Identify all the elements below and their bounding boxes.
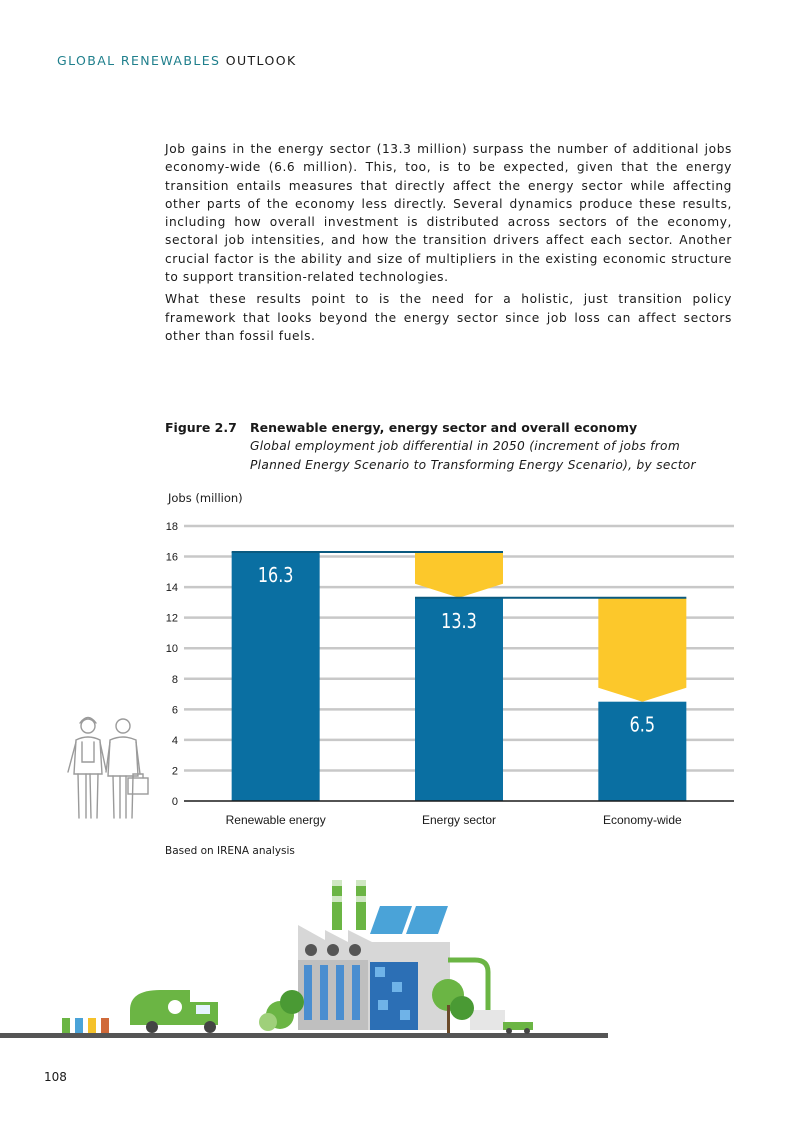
running-header: [57, 53, 297, 68]
bar-chart: [150, 510, 750, 840]
y-tick-label: 4: [171, 734, 178, 747]
x-category-label: Renewable energy: [225, 813, 326, 827]
body-text: [165, 140, 732, 349]
x-category-label: Energy sector: [421, 813, 497, 827]
y-tick-label: 10: [165, 643, 178, 656]
x-category-label: Economy-wide: [602, 813, 682, 827]
figure-subtitle: Global employment job differential in 2050 (increment of jobs from Planned Energy Scenario to Transforming Energy Scenario), by sector: [250, 439, 696, 472]
bar-renewable-energy: [232, 552, 320, 801]
y-tick-label: 14: [165, 582, 178, 595]
figure-label: Figure 2.7: [165, 420, 237, 435]
y-tick-label: 16: [165, 551, 178, 564]
y-tick-label: 2: [171, 765, 178, 778]
header-title-part2: OUTLOOK: [225, 53, 297, 68]
figure-source: Based on IRENA analysis: [165, 845, 295, 857]
y-tick-label: 0: [171, 796, 178, 808]
workers-illustration: [58, 712, 153, 824]
y-tick-label: 6: [171, 704, 178, 717]
value-label: 6.5: [629, 714, 656, 738]
y-tick-label: 12: [165, 612, 178, 625]
garbage-truck: [130, 990, 218, 1033]
reduction-wedge: [415, 552, 503, 598]
road: [0, 1033, 608, 1038]
y-tick-label: 8: [171, 673, 178, 686]
value-label: 13.3: [441, 610, 477, 634]
city-illustration: [0, 870, 620, 1045]
value-label: 16.3: [257, 564, 294, 588]
reduction-wedge: [598, 598, 686, 702]
small-car: [503, 1022, 533, 1034]
paragraph-1: Job gains in the energy sector (13.3 million) surpass the number of additional jobs economy-wide (6.6 million). This, too, is to be expected, given that the energy transition entails measures that directly affect the energy sector while affecting other parts of the economy less directly. Several dynamics produce these results, including how overall investment is distributed across sectors of the economy, sectoral job intensities, and how the transition drivers affect each sector. Another crucial factor is the ability and size of multipliers in the existing economic structure to support transition-related technologies.: [165, 142, 732, 285]
page-number: 108: [44, 1070, 67, 1084]
y-tick-label: 18: [165, 521, 178, 533]
paragraph-2: What these results point to is the need for a holistic, just transition policy framework that looks beyond the energy sector since job loss can affect sectors other than fossil fuels.: [165, 292, 732, 343]
figure-title: Renewable energy, energy sector and overall economy: [250, 420, 638, 435]
header-title-part1: GLOBAL RENEWABLES: [57, 53, 221, 68]
y-axis-label: Jobs (million): [168, 491, 243, 505]
